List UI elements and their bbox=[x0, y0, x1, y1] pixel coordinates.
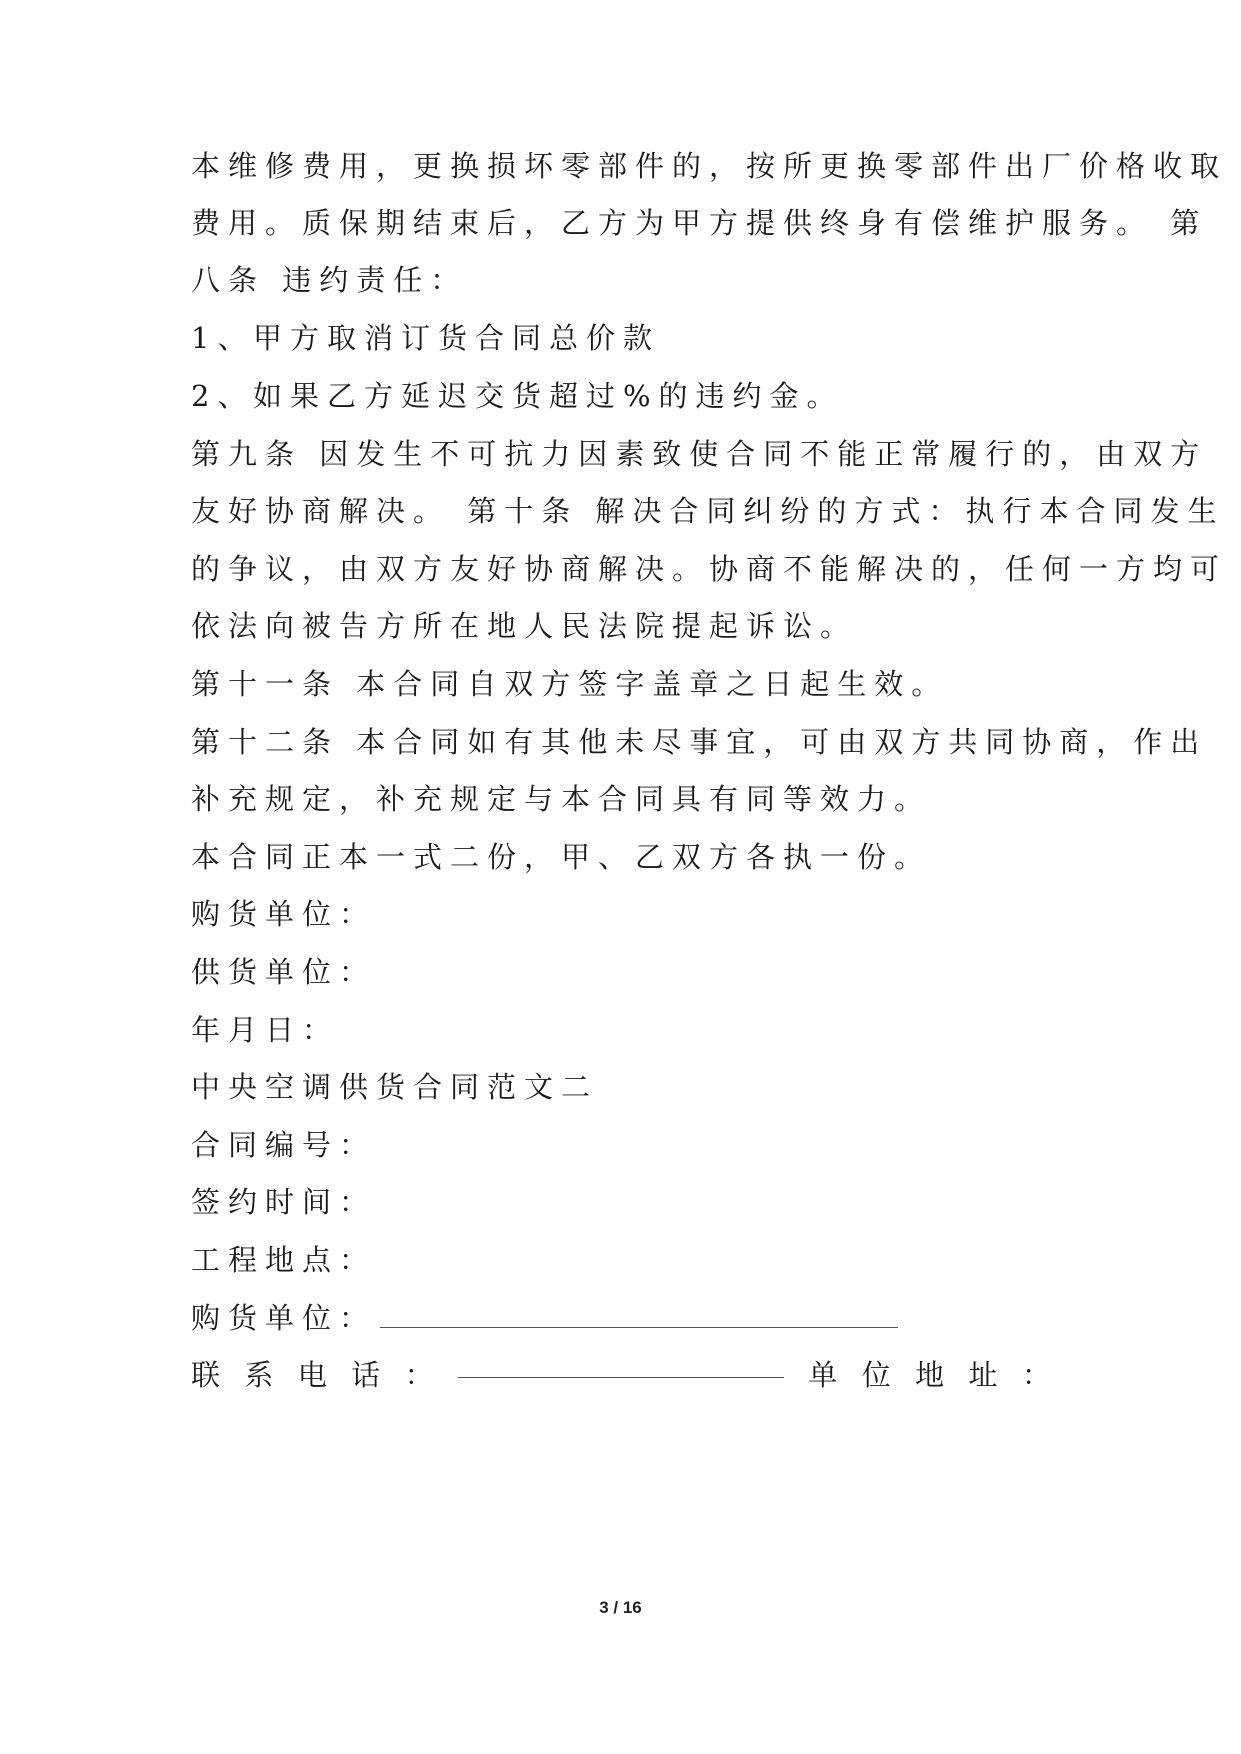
contact-char: 话 bbox=[351, 1358, 381, 1392]
contact-char: 位 bbox=[861, 1358, 891, 1392]
list-item bbox=[191, 376, 1051, 416]
list-text: 甲方取消订货合同总价款 bbox=[253, 321, 661, 355]
body-line: 友好协商解决。 第十条 解决合同纠纷的方式：执行本合同发生 bbox=[191, 494, 1225, 528]
contact-line bbox=[191, 1355, 1051, 1395]
list-item bbox=[191, 318, 1051, 358]
contact-char: ： bbox=[1021, 1358, 1051, 1392]
body-line: 第九条 因发生不可抗力因素致使合同不能正常履行的，由双方 bbox=[191, 437, 1208, 471]
buyer-unit-line bbox=[191, 1298, 1051, 1338]
buyer-unit-label: 购货单位： bbox=[191, 1301, 377, 1335]
body-line: 补充规定，补充规定与本合同具有同等效力。 bbox=[191, 782, 932, 816]
list-number: 2、 bbox=[191, 379, 255, 413]
list-number: 1、 bbox=[191, 321, 255, 355]
body-line: 费用。质保期结束后，乙方为甲方提供终身有偿维护服务。 第 bbox=[191, 206, 1208, 240]
body-line: 签约时间： bbox=[191, 1185, 377, 1219]
contact-char: ： bbox=[404, 1358, 434, 1392]
body-line: 供货单位： bbox=[191, 955, 377, 989]
buyer-unit-blank bbox=[380, 1305, 898, 1328]
body-line: 第十一条 本合同自双方签字盖章之日起生效。 bbox=[191, 667, 949, 701]
contact-char: 电 bbox=[297, 1358, 327, 1392]
list-text: 如果乙方延迟交货超过%的违约金。 bbox=[253, 379, 844, 413]
contact-char: 系 bbox=[244, 1358, 274, 1392]
contact-char: 址 bbox=[968, 1358, 998, 1392]
body-line: 合同编号： bbox=[191, 1128, 377, 1162]
contact-char: 地 bbox=[915, 1358, 945, 1392]
body-line: 的争议，由双方友好协商解决。协商不能解决的，任何一方均可 bbox=[191, 552, 1228, 586]
contact-char: 单 bbox=[808, 1358, 838, 1392]
contact-char: 联 bbox=[191, 1358, 221, 1392]
phone-blank bbox=[458, 1355, 784, 1378]
body-line: 工程地点： bbox=[191, 1243, 377, 1277]
body-line: 第十二条 本合同如有其他未尽事宜，可由双方共同协商，作出 bbox=[191, 725, 1208, 759]
body-line: 依法向被告方所在地人民法院提起诉讼。 bbox=[191, 609, 858, 643]
body-line: 购货单位： bbox=[191, 897, 377, 931]
body-line: 本维修费用，更换损坏零部件的，按所更换零部件出厂价格收取 bbox=[191, 149, 1228, 183]
section-heading: 中央空调供货合同范文二 bbox=[191, 1070, 599, 1104]
page-number: 3 / 16 bbox=[599, 1598, 642, 1617]
body-line: 年月日： bbox=[191, 1013, 340, 1047]
body-line: 八条 违约责任： bbox=[191, 263, 468, 297]
body-line: 本合同正本一式二份，甲、乙双方各执一份。 bbox=[191, 840, 932, 874]
